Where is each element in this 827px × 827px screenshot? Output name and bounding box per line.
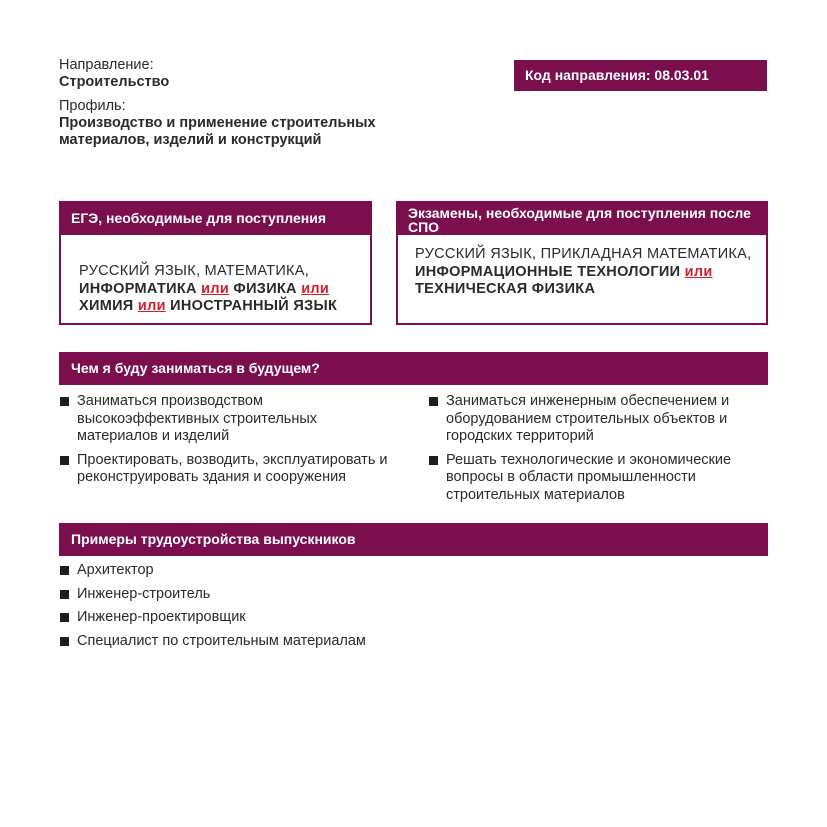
jobs-list xyxy=(59,562,459,656)
or-marker: или xyxy=(137,298,166,314)
ege-subject-physics: ФИЗИКА xyxy=(233,280,297,297)
profile-value: Производство и применение строительных материалов, изделий и конструкций xyxy=(59,115,376,148)
square-bullet-icon xyxy=(429,456,438,465)
or-marker: или xyxy=(301,280,330,297)
profile-label: Профиль: xyxy=(59,98,126,114)
ege-exams-title: ЕГЭ, необходимые для поступления xyxy=(61,203,370,235)
future-section-title: Чем я буду заниматься в будущем? xyxy=(59,352,768,385)
spo-subject-tech-physics: ТЕХНИЧЕСКАЯ ФИЗИКА xyxy=(415,281,596,297)
ege-exams-subjects xyxy=(61,235,370,316)
spo-exams-subjects xyxy=(398,235,766,299)
direction-code-badge: Код направления: 08.03.01 xyxy=(514,60,767,91)
square-bullet-icon xyxy=(60,566,69,575)
ege-exams-box xyxy=(59,201,372,325)
spo-subject-it: ИНФОРМАЦИОННЫЕ ТЕХНОЛОГИИ xyxy=(415,263,681,280)
list-item: Инженер-проектировщик xyxy=(59,609,459,627)
future-list-left xyxy=(59,393,389,493)
ege-subject-chemistry: ХИМИЯ xyxy=(79,298,134,314)
list-item: Заниматься инженерным обеспечением и оборудованием строительных объектов и городских территорий xyxy=(428,393,773,446)
or-marker: или xyxy=(684,263,713,280)
square-bullet-icon xyxy=(60,397,69,406)
list-item: Заниматься производством высокоэффективных строительных материалов и изделий xyxy=(59,393,389,446)
direction-label: Направление: xyxy=(59,57,154,73)
square-bullet-icon xyxy=(60,637,69,646)
spo-exams-title: Экзамены, необходимые для поступления после СПО xyxy=(398,203,766,235)
list-item: Проектировать, возводить, эксплуатировать и реконструировать здания и сооружения xyxy=(59,452,389,487)
list-item: Инженер-строитель xyxy=(59,586,459,604)
ege-subject-informatics: ИНФОРМАТИКА xyxy=(79,280,197,297)
jobs-section-title: Примеры трудоустройства выпускников xyxy=(59,523,768,556)
square-bullet-icon xyxy=(60,590,69,599)
list-item: Специалист по строительным материалам xyxy=(59,633,459,651)
direction-value: Строительство xyxy=(59,74,170,90)
or-marker: или xyxy=(201,280,230,297)
ege-subjects-base: РУССКИЙ ЯЗЫК, МАТЕМАТИКА, xyxy=(79,263,310,279)
square-bullet-icon xyxy=(429,397,438,406)
list-item: Решать технологические и экономические вопросы в области промышленности строительных материалов xyxy=(428,452,773,505)
square-bullet-icon xyxy=(60,456,69,465)
list-item: Архитектор xyxy=(59,562,459,580)
spo-exams-box xyxy=(396,201,768,325)
spo-subjects-base: РУССКИЙ ЯЗЫК, ПРИКЛАДНАЯ МАТЕМАТИКА, xyxy=(415,246,752,262)
future-list-right xyxy=(428,393,773,510)
ege-subject-foreign-language: ИНОСТРАННЫЙ ЯЗЫК xyxy=(170,298,338,314)
square-bullet-icon xyxy=(60,613,69,622)
